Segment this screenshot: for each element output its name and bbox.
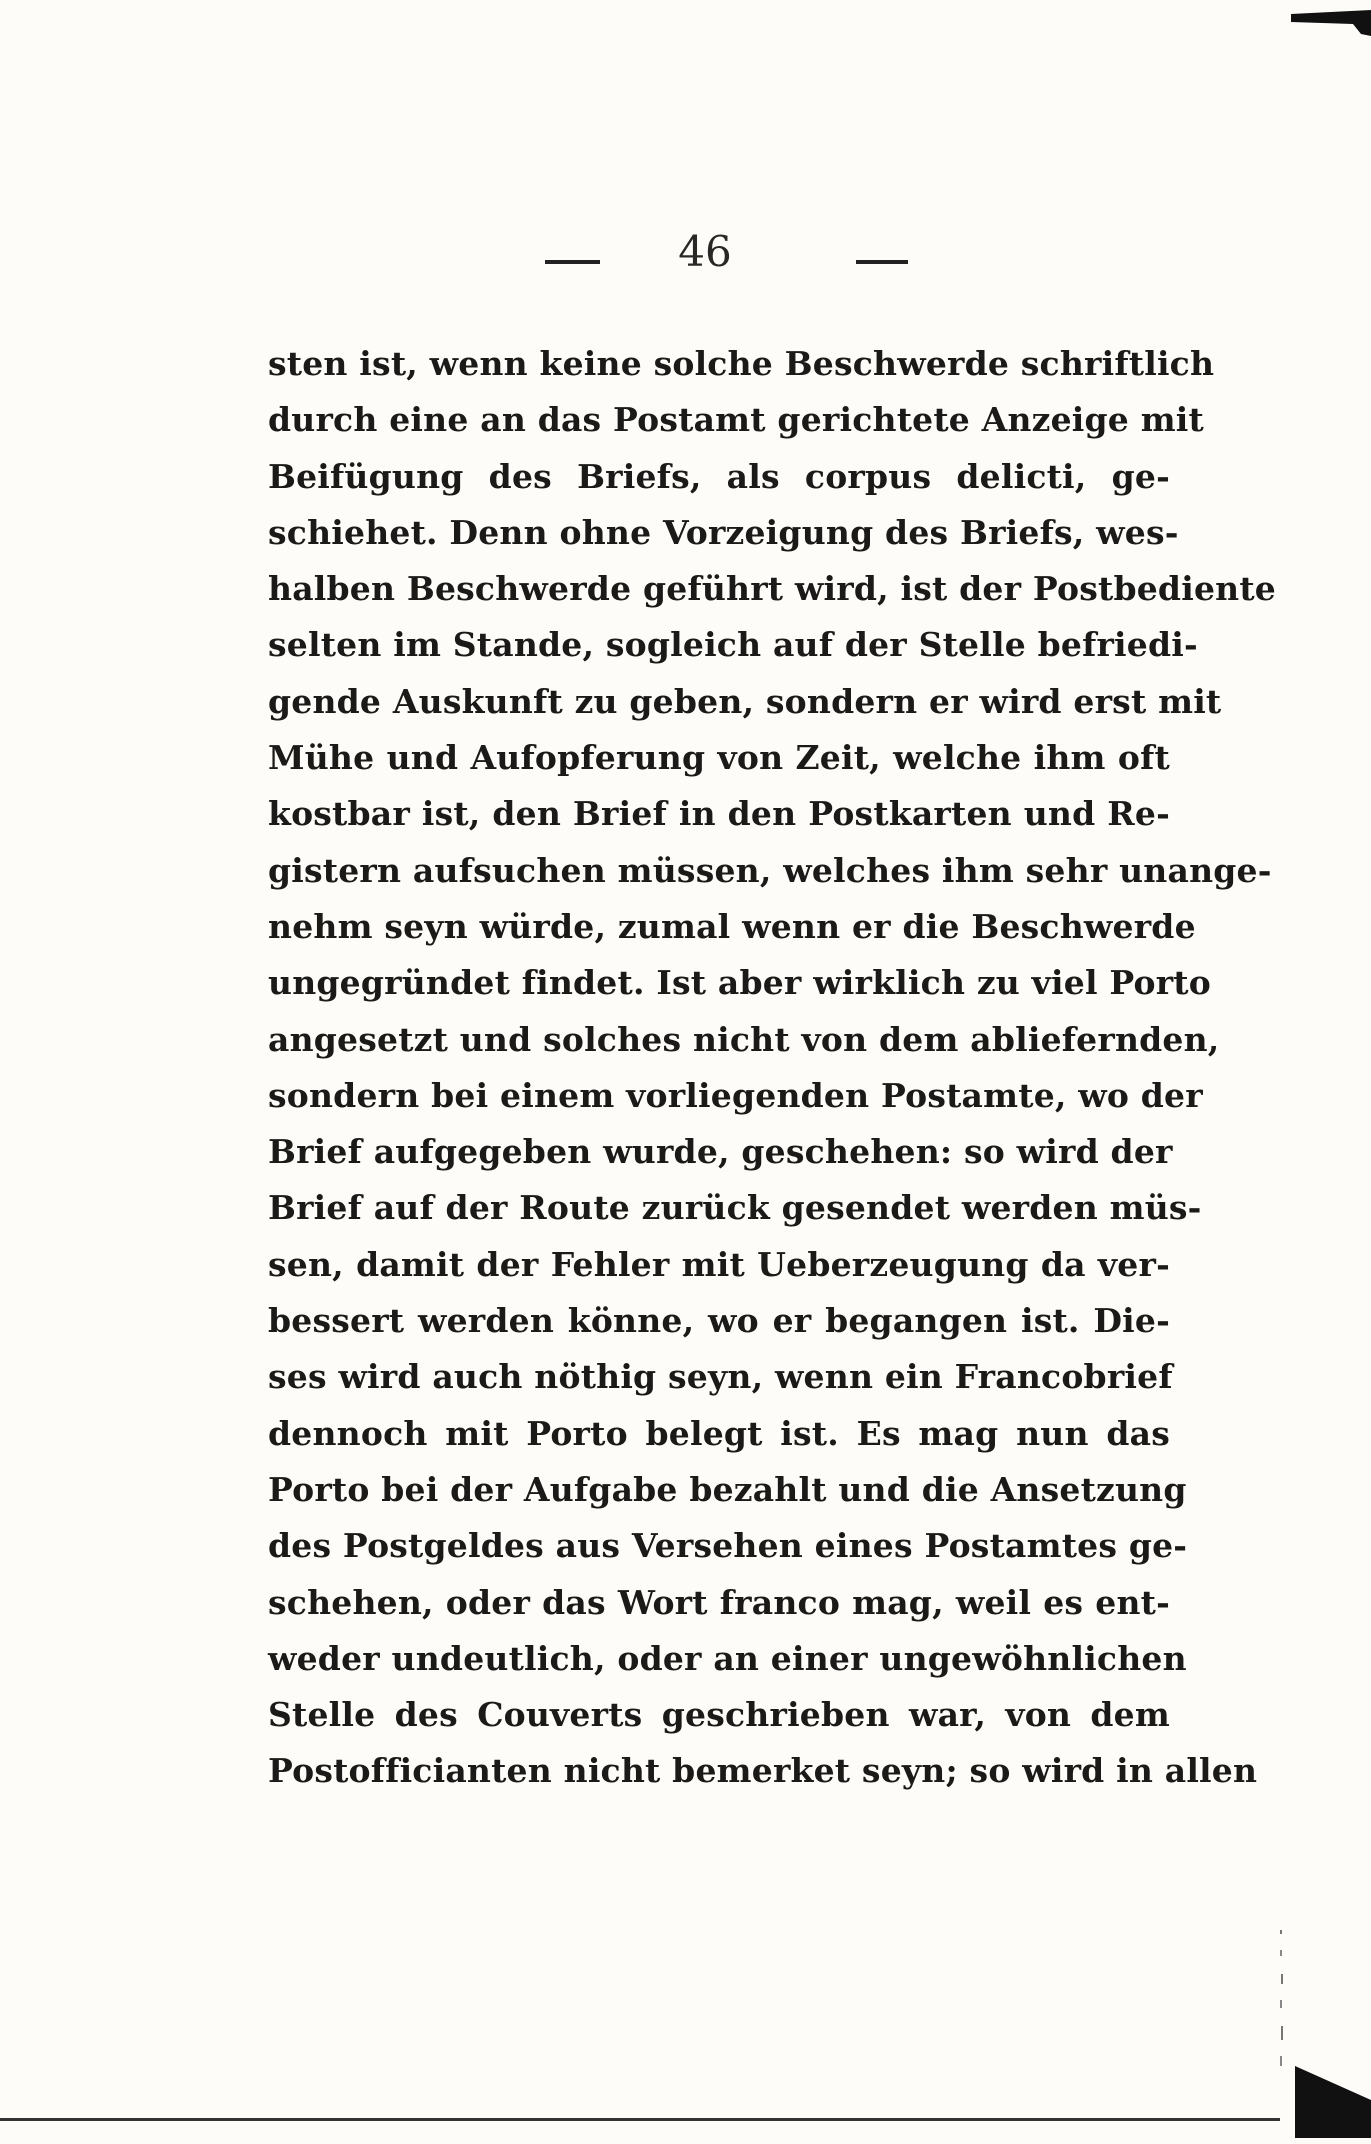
text-line: Beifügung des Briefs, als corpus delicti, ge- bbox=[268, 456, 1170, 496]
text-line: Brief aufgegeben wurde, geschehen: so wird der bbox=[268, 1132, 1173, 1172]
page-header bbox=[0, 222, 1371, 282]
corner-tab-mark bbox=[1291, 0, 1371, 60]
text-line: durch eine an das Postamt gerichtete Anzeige mit bbox=[268, 400, 1204, 440]
text-line: kostbar ist, den Brief in den Postkarten und Re- bbox=[268, 794, 1170, 834]
text-line: bessert werden könne, wo er begangen ist. Die- bbox=[268, 1301, 1170, 1341]
text-line: schehen, oder das Wort franco mag, weil es ent- bbox=[268, 1582, 1170, 1622]
text-line: Porto bei der Aufgabe bezahlt und die Ansetzung bbox=[268, 1469, 1187, 1509]
text-line: ses wird auch nöthig seyn, wenn ein Francobrief bbox=[268, 1357, 1173, 1397]
text-line: Postofficianten nicht bemerket seyn; so wird in allen bbox=[268, 1751, 1258, 1791]
body-text bbox=[268, 336, 1276, 1800]
text-line: gistern aufsuchen müssen, welches ihm sehr unange- bbox=[268, 850, 1272, 890]
header-right-dash bbox=[856, 260, 908, 264]
text-line: selten im Stande, sogleich auf der Stelle befriedi- bbox=[268, 625, 1198, 665]
text-line: des Postgeldes aus Versehen eines Postamtes ge- bbox=[268, 1526, 1188, 1566]
text-line: ungegründet findet. Ist aber wirklich zu viel Porto bbox=[268, 963, 1211, 1003]
page-number: 46 bbox=[678, 227, 732, 276]
text-line: weder undeutlich, oder an einer ungewöhnlichen bbox=[268, 1638, 1187, 1678]
bottom-corner-mark bbox=[1281, 2060, 1371, 2140]
text-line: schiehet. Denn ohne Vorzeigung des Briefs, wes- bbox=[268, 512, 1179, 552]
margin-specks bbox=[1272, 1930, 1292, 2080]
text-line: angesetzt und solches nicht von dem abliefernden, bbox=[268, 1019, 1220, 1059]
text-line: sten ist, wenn keine solche Beschwerde schriftlich bbox=[268, 344, 1215, 383]
text-line: Stelle des Couverts geschrieben war, von dem bbox=[268, 1695, 1170, 1735]
text-line: Brief auf der Route zurück gesendet werden müs- bbox=[268, 1188, 1202, 1228]
header-left-dash bbox=[545, 260, 600, 264]
text-line: dennoch mit Porto belegt ist. Es mag nun das bbox=[268, 1413, 1170, 1453]
text-line: halben Beschwerde geführt wird, ist der Postbediente bbox=[268, 569, 1276, 609]
bottom-scan-rule bbox=[0, 2118, 1280, 2121]
text-line: Mühe und Aufopferung von Zeit, welche ihm oft bbox=[268, 738, 1170, 778]
text-line: sondern bei einem vorliegenden Postamte, wo der bbox=[268, 1075, 1203, 1115]
text-line: sen, damit der Fehler mit Ueberzeugung da ver- bbox=[268, 1244, 1170, 1284]
text-line: gende Auskunft zu geben, sondern er wird erst mit bbox=[268, 681, 1222, 721]
text-line: nehm seyn würde, zumal wenn er die Beschwerde bbox=[268, 906, 1196, 946]
